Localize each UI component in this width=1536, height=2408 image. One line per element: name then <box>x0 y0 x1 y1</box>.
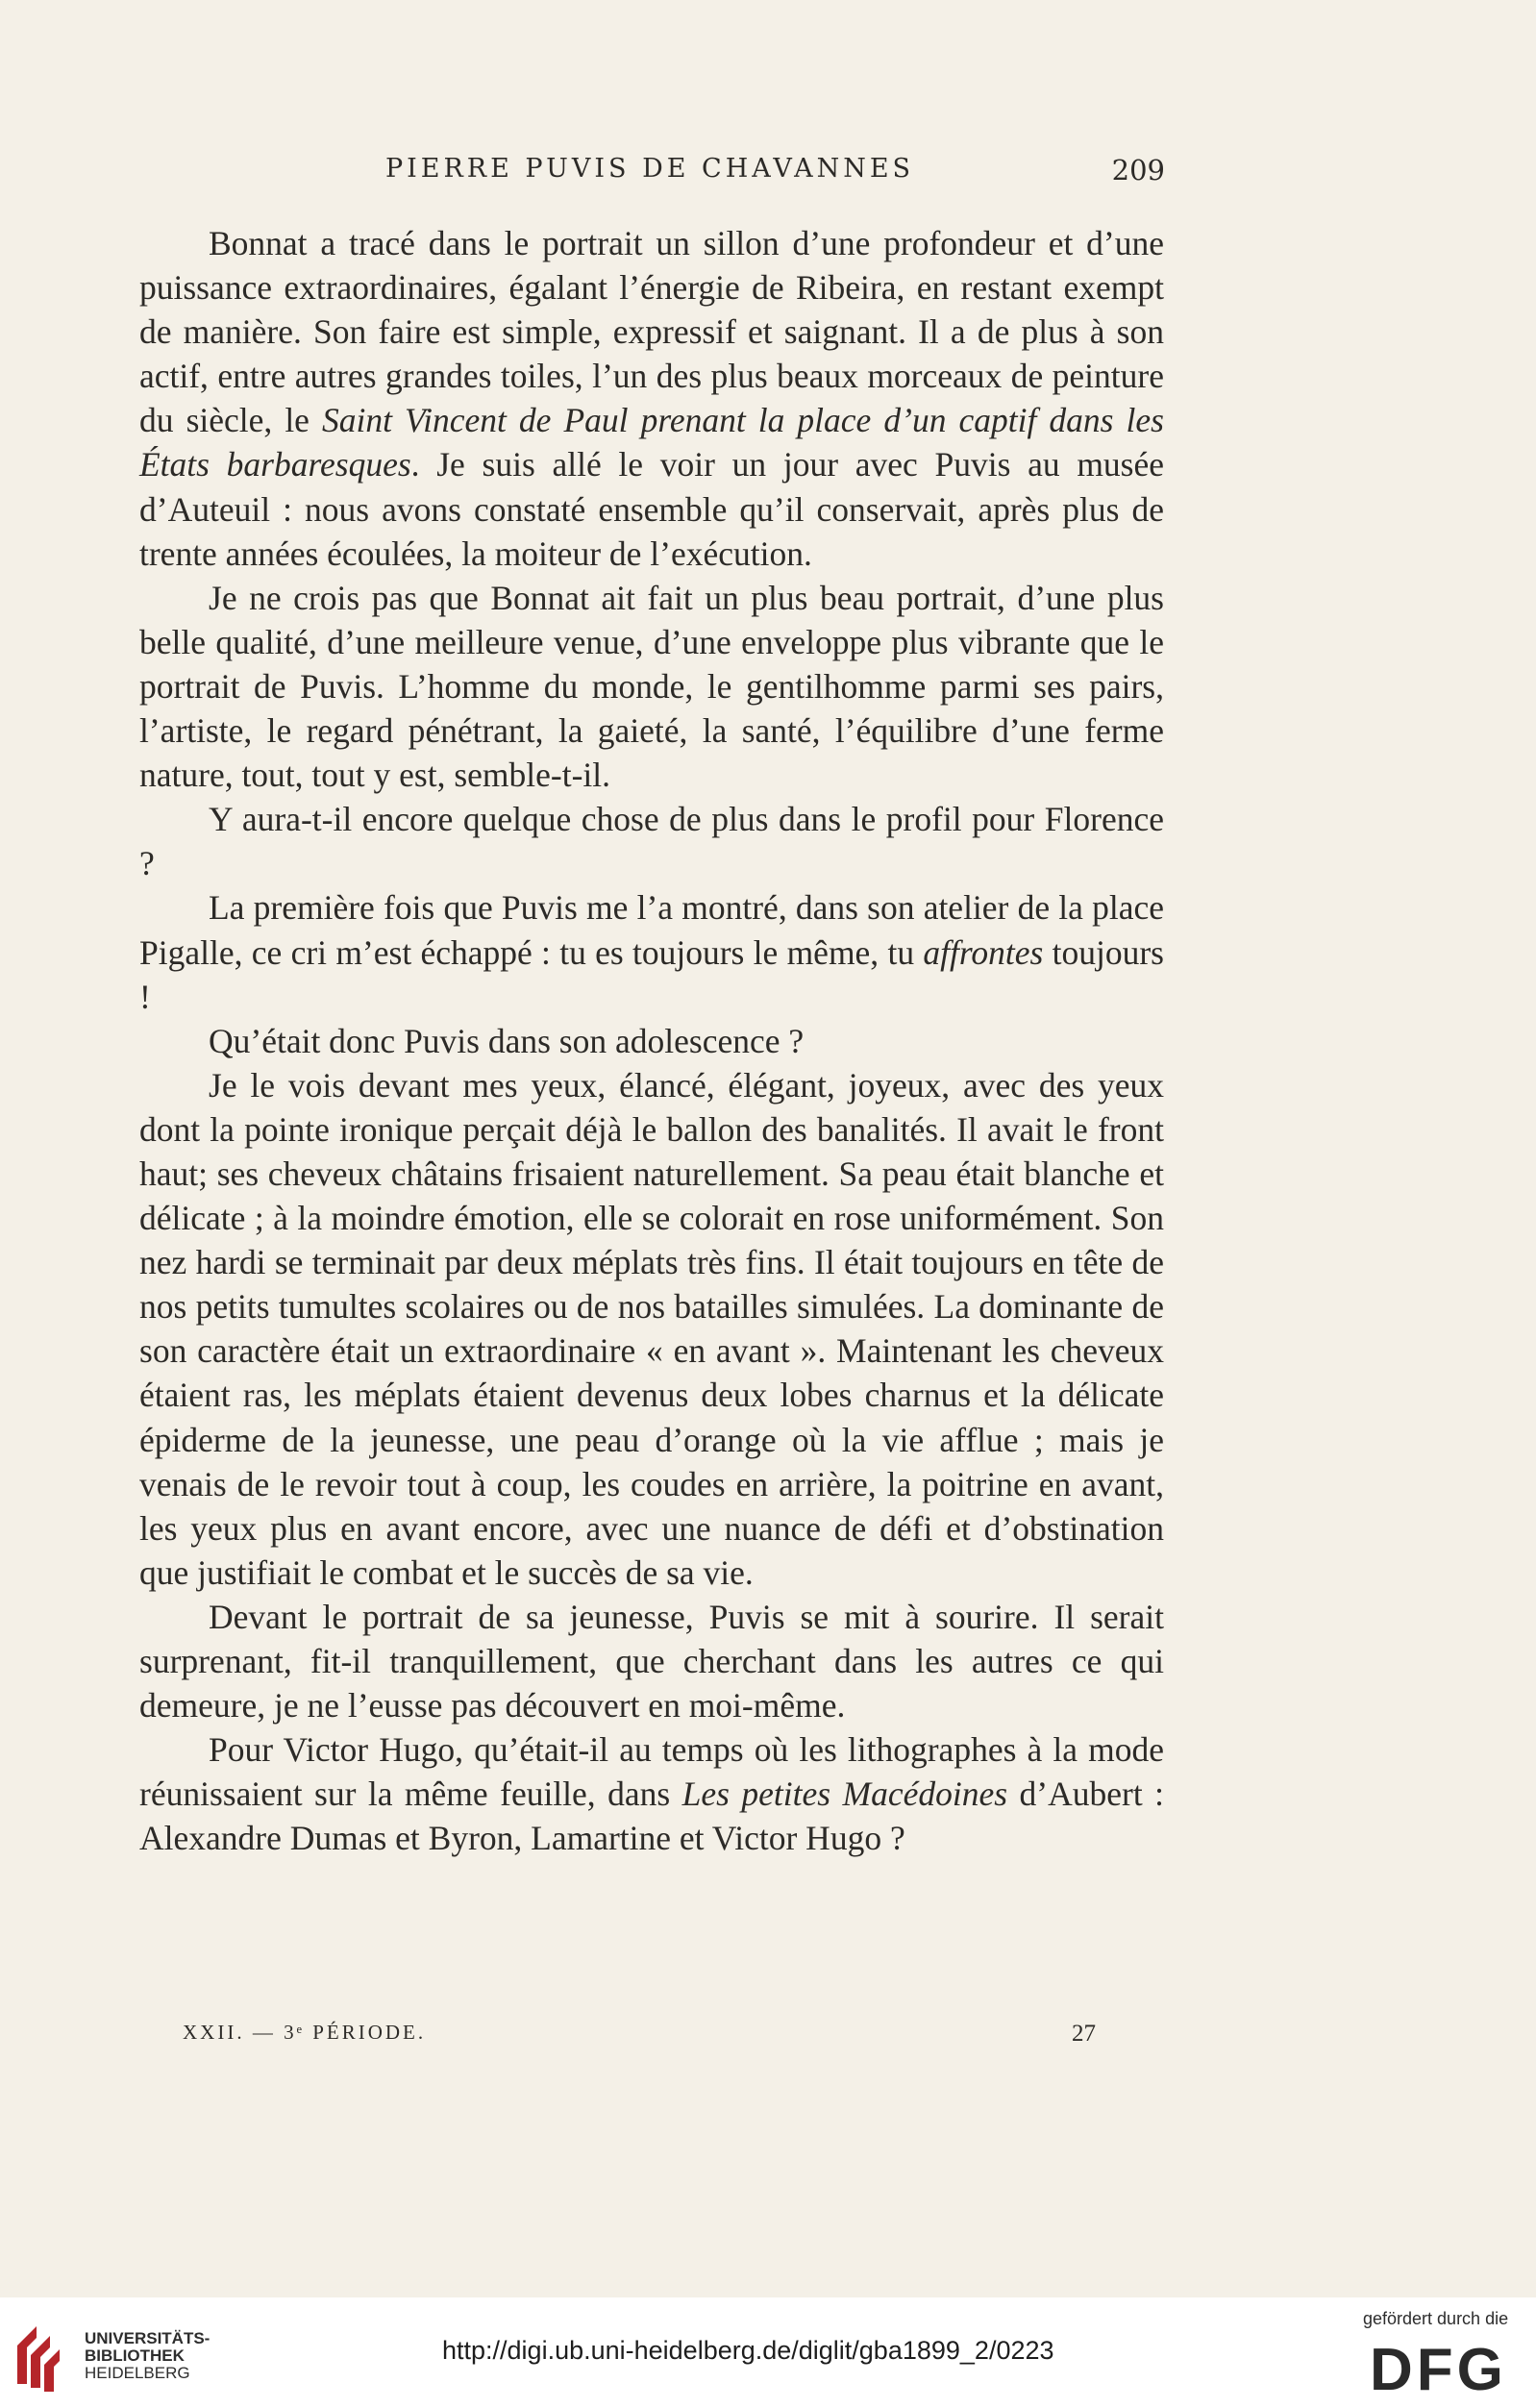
article-body <box>139 221 1164 1860</box>
text-run: Qu’était donc Puvis dans son adolescence ? <box>209 1021 805 1060</box>
paragraph <box>139 576 1164 797</box>
text-run: La première fois que Puvis me l’a montré, dans son atelier de la place Pigalle, ce cri m’est échappé : tu es toujours le même, tu <box>139 888 1164 972</box>
text-run: d’Aubert : Alexandre Dumas et Byron, Lamartine et Victor Hugo ? <box>139 1775 1164 1858</box>
text-run: toujours ! <box>139 932 1164 1016</box>
text-run: Je le vois devant mes yeux, élancé, élégant, joyeux, avec des yeux dont la pointe ironique perçait déjà le ballon des banalités. Il avait le front haut; ses cheveux châtains frisaient naturellement. Sa peau était blanche et délicate ; à la moindre émotion, elle se colorait en rose uniformément. Son nez hardi se terminait par deux méplats très fins. Il était toujours en tête de nos petits tumultes scolaires ou de nos batailles simulées. La dominante de son caractère était un extraordinaire « en avant ». Maintenant les cheveux étaient ras, les méplats étaient devenus deux lobes charnus et la délicate épiderme de la jeunesse, une peau d’orange où la vie afflue ; mais je venais de le revoir tout à coup, les coudes en arrière, la poitrine en avant, les yeux plus en avant encore, avec une nuance de défi et d’obstination que justifiait le combat et le succès de sa vie. <box>139 1065 1164 1592</box>
text-run: Devant le portrait de sa jeunesse, Puvis se mit à sourire. Il serait surprenant, fit-il tranquillement, que cherchant dans les autres ce qui demeure, je ne l’eusse pas découvert en moi-même. <box>139 1597 1164 1725</box>
text-run: Je ne crois pas que Bonnat ait fait un plus beau portrait, d’une plus belle qualité, d’une meilleure venue, d’une enveloppe plus vibrante que le portrait de Puvis. L’homme du monde, le gentilhomme parmi ses pairs, l’artiste, le regard pénétrant, la gaieté, la santé, l’équilibre d’une ferme nature, tout, tout y est, semble-t-il. <box>139 578 1164 795</box>
printer-signature <box>183 2021 1096 2049</box>
text-run: Pour Victor Hugo, qu’était-il au temps où les lithographes à la mode réunissaient sur la même feuille, dans <box>139 1730 1164 1814</box>
paragraph <box>139 797 1164 885</box>
paragraph <box>139 1595 1164 1727</box>
library-name-line-2: BIBLIOTHEK <box>85 2346 185 2365</box>
page-number: 209 <box>1111 154 1165 186</box>
library-name-line-3: HEIDELBERG <box>85 2364 190 2382</box>
italic-title: Saint Vincent de Paul prenant la place d’un captif dans les États barbaresques <box>139 401 1164 484</box>
signature-number: 27 <box>1072 2021 1096 2047</box>
italic-title: Les petites Macédoines <box>681 1775 1008 1814</box>
paragraph <box>139 221 1164 576</box>
paragraph <box>139 1727 1164 1860</box>
text-run: Y aura-t-il encore quelque chose de plus dans le profil pour Florence ? <box>139 800 1164 883</box>
permalink-url[interactable]: http://digi.ub.uni-heidelberg.de/diglit/gba1899_2/0223 <box>442 2336 1054 2365</box>
library-name-line-1: UNIVERSITÄTS- <box>85 2329 211 2347</box>
paragraph <box>139 885 1164 1018</box>
digitization-footer <box>0 2297 1536 2408</box>
text-run: Bonnat a tracé dans le portrait un sillon d’une profondeur et d’une puissance extraordinaires, égalant l’énergie de Ribeira, en restant exempt de manière. Son faire est simple, expressif et saignant. Il a de plus à son actif, entre autres grandes toiles, l’un des plus beaux morceaux de peinture du siècle, le <box>139 224 1164 440</box>
italic-title: affrontes <box>923 932 1044 972</box>
paragraph <box>139 1063 1164 1595</box>
signature-mark: XXII. — 3ᵉ PÉRIODE. <box>183 2021 427 2044</box>
page-header <box>135 154 1165 198</box>
library-name <box>85 2330 210 2382</box>
library-logo-icon <box>10 2317 67 2394</box>
text-run: . Je suis allé le voir un jour avec Puvis au musée d’Auteuil : nous avons constaté ensemble qu’il conservait, après plus de trente années écoulées, la moiteur de l’exécution. <box>139 445 1165 573</box>
paragraph <box>139 1019 1164 1063</box>
dfg-logo: DFG <box>1370 2337 1507 2403</box>
running-title: PIERRE PUVIS DE CHAVANNES <box>384 154 915 184</box>
funded-by-label: gefördert durch die <box>1363 2309 1509 2328</box>
